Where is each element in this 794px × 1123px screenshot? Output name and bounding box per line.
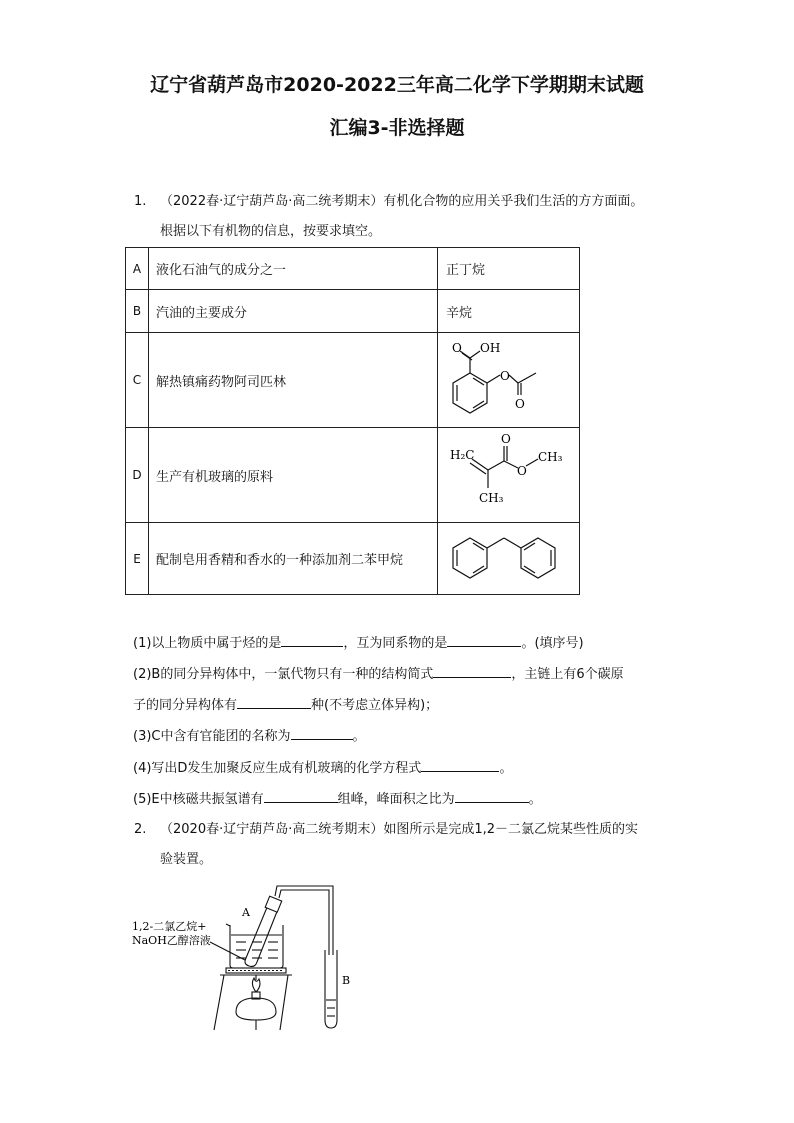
row-description: 液化石油气的成分之一 [149,248,438,290]
diphenylmethane-structure [446,524,571,590]
acetyl-o-label: O [515,397,525,411]
part-text: (2)B的同分异构体中，一氯代物只有一种的结构简式 [133,667,434,682]
label-a: A [242,906,250,919]
question-2-intro-2: 验装置。 [160,852,213,867]
part-text: ，互为同系物的是 [343,636,448,651]
answer-blank[interactable] [421,757,499,772]
methyl-label: CH₃ [538,450,563,464]
row-label: D [126,428,149,523]
answer-blank[interactable] [433,663,511,678]
label-b: B [342,974,351,987]
diphenylmethane-structure-cell [438,523,580,595]
row-value: 正丁烷 [438,248,580,290]
methyl-label-bottom: CH₃ [479,491,504,505]
table-row [126,248,580,290]
part-text: 。 [352,729,366,744]
part-text: 。 [528,792,542,807]
row-label: A [126,248,149,290]
question-1-intro-2: 根据以下有机物的信息，按要求填空。 [160,224,382,239]
question-2-number: 2. [134,822,147,837]
answer-blank[interactable] [281,632,343,647]
ester-o-label: O [500,369,510,383]
part-text: (5)E中核磁共振氢谱有 [133,792,264,807]
table-row [126,290,580,333]
question-1-number: 1. [134,194,147,209]
carbonyl-o-label: O [452,341,462,355]
part-text: (1)以上物质中属于烃的是 [133,636,282,651]
part-text: 。 [499,761,513,776]
h2c-label: H₂C [450,448,475,462]
methyl-methacrylate-structure [446,428,571,518]
part-text: 组峰，峰面积之比为 [337,792,455,807]
answer-blank[interactable] [291,725,353,740]
page-title: 辽宁省葫芦岛市2020-2022三年高二化学下学期期末试题 [150,74,644,96]
question-2-intro: （2020春·辽宁葫芦岛·高二统考期末）如图所示是完成1,2－二氯乙烷某些性质的实 [160,822,639,837]
question-1-intro: （2022春·辽宁葫芦岛·高二统考期末）有机化合物的应用关乎我们生活的方方面面。 [160,194,644,209]
row-description: 解热镇痛药物阿司匹林 [149,333,438,428]
question-1-part-2-cont [133,694,438,716]
part-text: (3)C中含有官能团的名称为 [133,729,291,744]
table-row [126,428,580,523]
answer-blank[interactable] [264,788,338,803]
hydroxyl-label: OH [480,341,501,355]
question-1-part-4 [133,757,512,779]
row-value: 辛烷 [438,290,580,333]
carbonyl-o-label: O [501,432,511,446]
answer-blank[interactable] [447,632,521,647]
reagent-label-2: NaOH乙醇溶液 [132,934,211,947]
apparatus-diagram [128,880,368,1035]
question-1-part-1 [133,632,584,654]
compound-table [125,247,580,595]
row-label: C [126,333,149,428]
part-text: 。(填序号) [521,636,584,651]
row-description: 配制皂用香精和香水的一种添加剂二苯甲烷 [149,523,438,595]
row-label: B [126,290,149,333]
mma-structure-cell [438,428,580,523]
part-text: (4)写出D发生加聚反应生成有机玻璃的化学方程式 [133,761,422,776]
question-1-part-2 [133,663,624,685]
row-description: 汽油的主要成分 [149,290,438,333]
table-row [126,333,580,428]
answer-blank[interactable] [455,788,529,803]
question-1-part-3 [133,725,366,747]
question-1-part-5 [133,788,542,810]
part-text: 种(不考虑立体异构)； [311,698,439,713]
reagent-label: 1,2-二氯乙烷+ [132,920,207,933]
table-row [126,523,580,595]
page-subtitle: 汇编3-非选择题 [329,117,465,139]
part-text: ，主链上有6个碳原 [511,667,624,682]
row-description: 生产有机玻璃的原料 [149,428,438,523]
answer-blank[interactable] [237,694,311,709]
aspirin-structure [446,333,571,423]
aspirin-structure-cell [438,333,580,428]
row-label: E [126,523,149,595]
part-text: 子的同分异构体有 [133,698,238,713]
ester-o-label: O [517,464,527,478]
